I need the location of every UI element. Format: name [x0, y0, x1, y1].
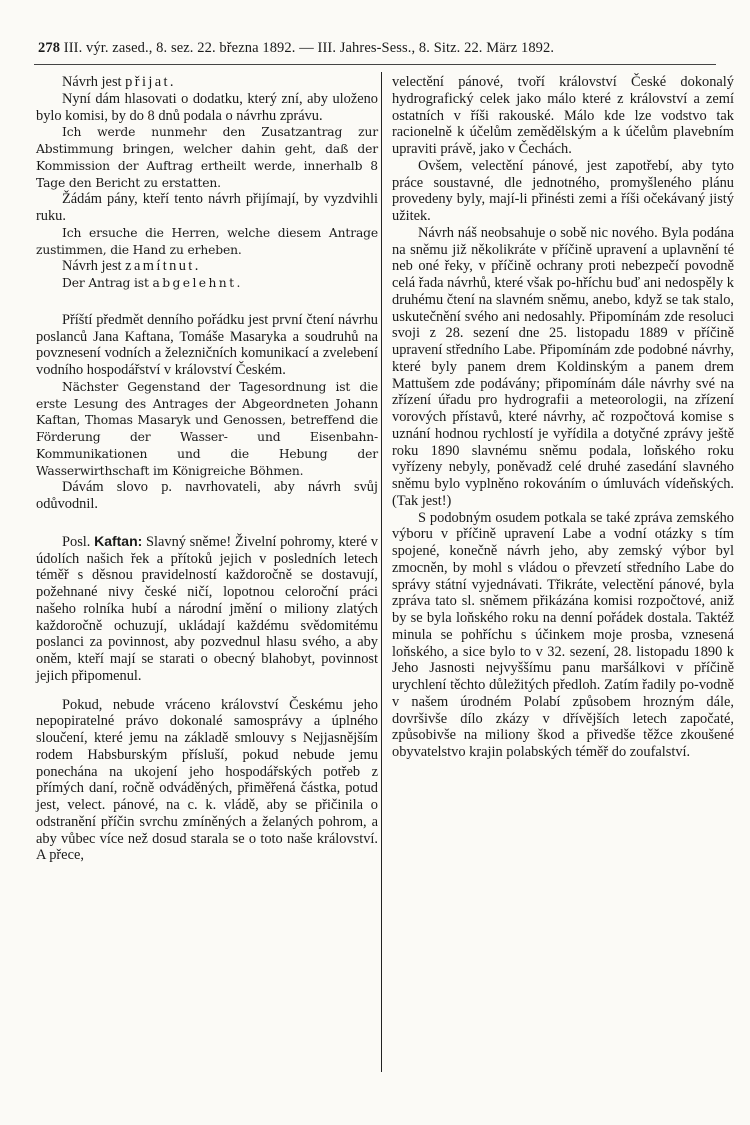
running-header: [38, 40, 710, 57]
paragraph: S podobným osudem potkala se také zpráva zemského výboru v příčině upravení Labe a vodní otázky s tím spojené, konečně návrh jeho, aby zemský výbor byl zmocněn, by mohl s vládou o převzetí středního Labe do správy státní vyjednávati. Třikráte, velectění pánové, byla zpráva tato sl. sněmem přikázána komisi rozpočtové, aniž by se byla loňského roku na denní pořádek dostala. Taktéž minula se pohříchu s účinkem moje prosba, vznesená loňského, a sice bylo to v 32. sezení, 28. listopadu 1890 k Jeho Jasnosti nejvyššímu panu maršálkovi v příčině urychlení těchto důležitých předloh. Zatím řadily po-vodně v našem úrodném Polabí způsobem hrozným dále, dovršivše dílo zkázy v dřívějších letech započaté, způsobivše na miliony škod a přivedše těžce zkoušené obyvatelstvo krajin polabských téměř do zoufalství.: [392, 509, 734, 760]
paragraph: Návrh náš neobsahuje o sobě nic nového. Byla podána na sněmu již několikráte v příčině upravení a uplavnění té neb oné řeky, v příčině ochrany proti nebezpečí povodně celá řada návrhů, které však po-hříchu buď ani nedospěly k druhému čtení na slavném sněmu, anebo, když se tak stalo, uskutečnění svého ani nedosahly. Připomínám zde resoluci svoji z 28. sezení dne 25. listopadu 1889 v příčině upravení středního Labe. Připomínám zde podobné návrhy, které byly panem drem Koldinským a panem drem Mattušem zde podávány; připomínám dále návrhy své na zřízení úřadu pro hydrografii a meteorologii, na zřízení vorových přístavů, které návrhy, ač rozpočtová komise s uznání hodnou rychlostí je vyřídila a dotyčné zprávy ještě roku 1890 slavnému sněmu podala, loňského roku vyřízeny nebyly, poněvadž celé druhé zasedání slavného sněmu bylo vyplněno rokováním o úmluvách vídeňských. (Tak jest!): [392, 224, 734, 509]
right-column: [392, 74, 734, 761]
paragraph: Příští předmět denního pořádku jest první čtení návrhu poslanců Jana Kaftana, Tomáše Masaryka a soudruhů na povznesení vodních a železničních komunikací a zvelebení vodního hospodářství v království Českém.: [36, 311, 378, 378]
column-divider: [381, 72, 382, 1072]
paragraph: Nyní dám hlasovati o dodatku, který zní, aby uloženo bylo komisi, by do 8 dnů podala o návrhu zprávu.: [36, 90, 378, 124]
paragraph: Dávám slovo p. navrhovateli, aby návrh svůj odůvodnil.: [36, 479, 378, 512]
paragraph: Žádám pány, kteří tento návrh přijímají, by vyzdvihli ruku.: [36, 191, 378, 224]
paragraph: Ovšem, velectění pánové, jest zapotřebí, aby tyto práce soustavné, dle jednotného, promyšleného plánu provedeny byly, mají-li přinésti zemi a říši očekávaný jistý užitek.: [392, 157, 734, 224]
paragraph: Pokud, nebude vráceno království Českému jeho nepopiratelné právo dokonalé samosprávy a úplného sloučení, které jemu na základě smlouvy s Nejjasnějším rodem Habsburským přísluší, pokud nebude jemu ponechána na ukojení jeho hospodářských potřeb z přímých daní, ročně odváděných, přiměřená částka, potud jest, velect. pánové, na c. k. vládě, aby se přičinila o odstranění příčin svrchu zmíněných a želaných pohrom, a aby vůbec více než dosud starala se o toto naše království. A přece,: [36, 696, 378, 864]
text: Der Antrag ist: [62, 276, 149, 290]
paragraph: [36, 258, 378, 275]
speaker-name: Kaftan:: [94, 532, 143, 549]
paragraph: velectění pánové, tvoří království České dokonalý hydrografický celek jako málo které z království a zemí ostatních v říši rakouské. Málo kde lze vodstvo tak racionelně k účelům zemědělským a k účelům plavebním upraviti právě, jako v Čechách.: [392, 74, 734, 157]
speech-paragraph: [36, 533, 378, 685]
paragraph-german: Nächster Gegenstand der Tagesordnung ist die erste Lesung des Antrages der Abgeordneten Johann Kaftan, Thomas Masaryk und Genossen, betreffend die Förderung der Wasser- und Eisenbahn-Kommunikationen und die Hebung der Wasserwirthschaft im Königreiche Böhmen.: [36, 379, 378, 478]
text: Návrh jest: [62, 258, 122, 275]
paragraph-german: [36, 275, 378, 292]
spaced-text: přijat.: [125, 74, 176, 90]
header-text: III. výr. zased., 8. sez. 22. března 1892. — III. Jahres-Sess., 8. Sitz. 22. März 1892.: [63, 40, 555, 56]
spaced-text: abgelehnt.: [152, 276, 243, 290]
page-number: 278: [38, 40, 61, 56]
speech-text: Slavný sněme! Živelní pohromy, které v údolích našich řek a přítoků jejich v posledních letech téměř s děsnou pravidelností každoročně se dostavují, požehnané nivy české ničí, lopotnou celoroční práci našeho rolníka hubí a národní jmění o miliony zlatých každoročně ochuzují, ukládají každému svědomitému poslanci za povinnost, aby pozvednul hlasu svého, a aby oněm, kteří mají se starati o obecný blahobyt, povinnost jejich připomenul.: [36, 533, 378, 684]
text: Návrh jest: [62, 74, 122, 90]
paragraph-german: Ich ersuche die Herren, welche diesem Antrage zustimmen, die Hand zu erheben.: [36, 225, 378, 257]
spaced-text: zamítnut.: [125, 258, 201, 275]
paragraph-german: Ich werde nunmehr den Zusatzantrag zur Abstimmung bringen, welcher dahin geht, daß der Kommission der Auftrag ertheilt werde, innerhalb 8 Tage den Bericht zu erstatten.: [36, 125, 378, 190]
paragraph: [36, 74, 378, 91]
header-rule: [34, 64, 716, 65]
speaker-prefix: Posl.: [62, 533, 91, 550]
left-column: [36, 74, 378, 864]
